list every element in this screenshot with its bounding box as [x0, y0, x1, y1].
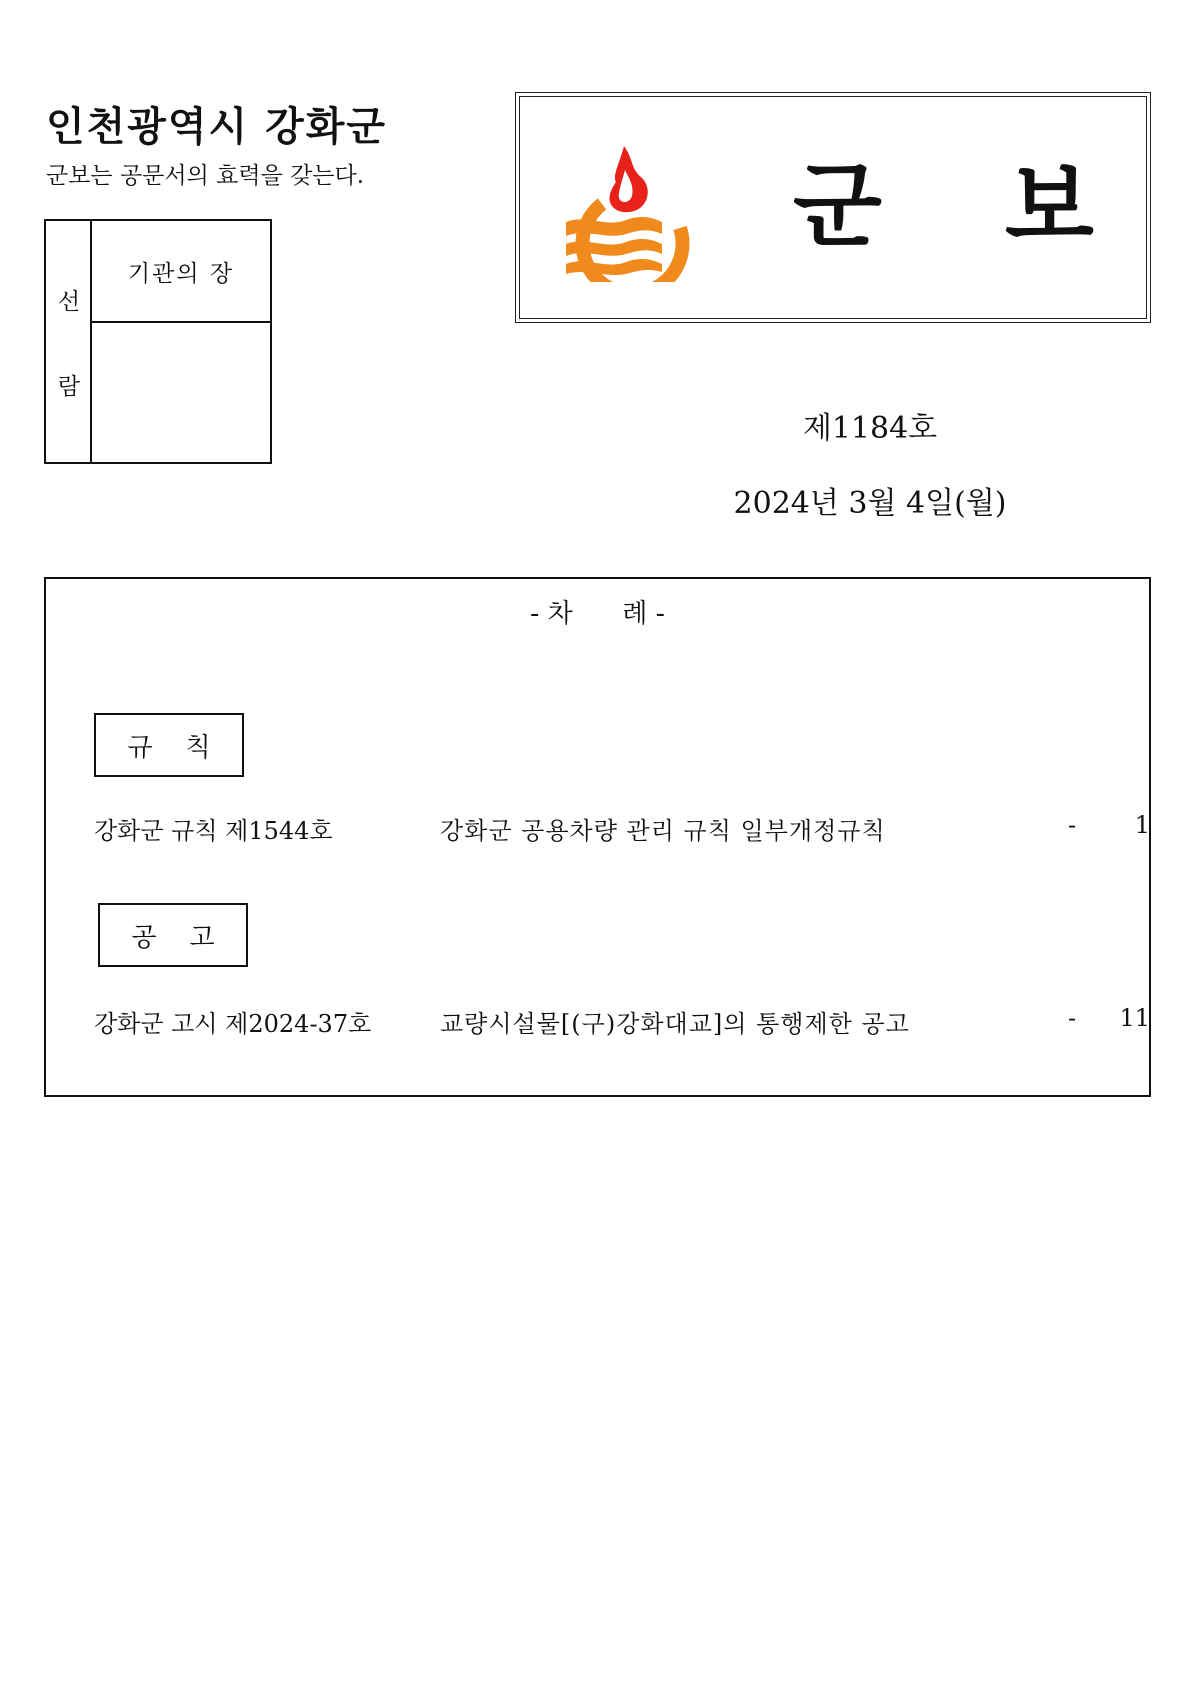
toc-entry[interactable] — [94, 1004, 1150, 1036]
organization-subtitle: 군보는 공문서의 효력을 갖는다. — [46, 163, 365, 189]
toc-entry-page: 1 — [1134, 811, 1150, 839]
toc-entry-dash: - — [1068, 811, 1077, 839]
approval-side-char: 선 — [57, 289, 81, 315]
section-label-notices: 공 고 — [98, 903, 248, 967]
masthead-inner-frame — [519, 96, 1147, 319]
toc-entry-doc-number: 강화군 규칙 제1544호 — [94, 817, 333, 845]
toc-entry[interactable] — [94, 811, 1150, 843]
toc-entry-page: 11 — [1119, 1004, 1150, 1032]
issue-date: 2024년 3월 4일(월) — [733, 486, 1007, 521]
approval-head-label: 기관의 장 — [92, 221, 270, 323]
masthead — [515, 92, 1151, 323]
masthead-title-char: 군 — [793, 153, 882, 260]
toc-entry-doc-number: 강화군 고시 제2024-37호 — [94, 1010, 372, 1038]
toc-title: - 차 례 - — [529, 599, 666, 629]
toc-entry-title: 교량시설물[(구)강화대교]의 통행제한 공고 — [440, 1010, 910, 1038]
table-of-contents — [44, 577, 1151, 1097]
section-label-rules: 규 칙 — [94, 713, 244, 777]
toc-entry-title: 강화군 공용차량 관리 규칙 일부개정규칙 — [440, 817, 886, 845]
approval-side-column — [46, 221, 92, 462]
issue-number: 제1184호 — [802, 411, 938, 446]
masthead-title-char: 보 — [1005, 153, 1094, 260]
organization-title: 인천광역시 강화군 — [46, 104, 388, 150]
ganghwa-flame-emblem-icon — [562, 142, 692, 282]
toc-entry-dash: - — [1068, 1004, 1077, 1032]
approval-box — [44, 219, 272, 464]
approval-side-char: 람 — [57, 374, 81, 400]
